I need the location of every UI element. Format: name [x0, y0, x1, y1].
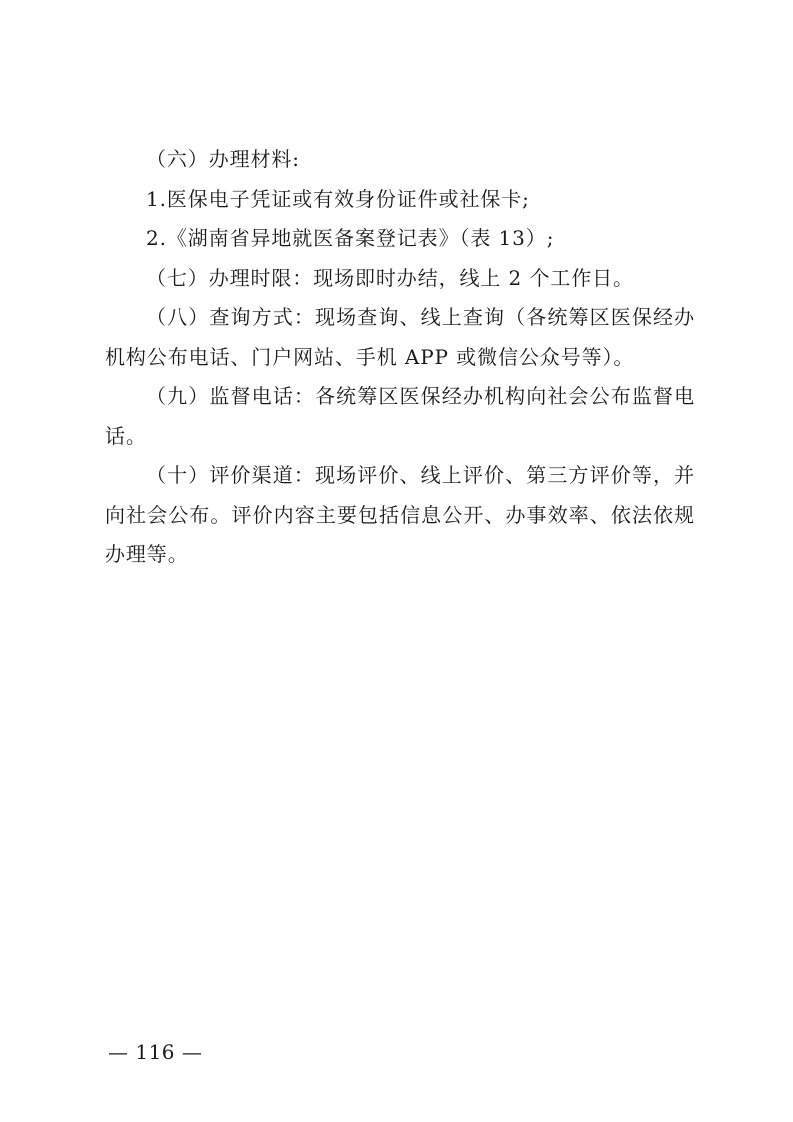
paragraph-material-item-2: 2.《湖南省异地就医备案登记表》（表 13）;	[146, 226, 555, 250]
paragraph-materials-heading: （六）办理材料:	[146, 147, 300, 171]
paragraph-supervision-phone: （九）监督电话：各统筹区医保经办机构向社会公布监督电话。	[105, 384, 695, 448]
paragraph-time-limit: （七）办理时限：现场即时办结，线上 2 个工作日。	[146, 265, 634, 290]
page-number: — 116 —	[108, 1040, 203, 1064]
paragraph-material-item-1: 1.医保电子凭证或有效身份证件或社保卡;	[146, 186, 530, 211]
paragraph-query-methods: （八）查询方式：现场查询、线上查询（各统筹区医保经办机构公布电话、门户网站、手机 APP 或微信公众号等）。	[105, 305, 695, 369]
document-body	[105, 140, 695, 575]
paragraph-evaluation-channels: （十）评价渠道：现场评价、线上评价、第三方评价等，并向社会公布。评价内容主要包括信息公开、办事效率、依法依规办理等。	[105, 463, 695, 566]
